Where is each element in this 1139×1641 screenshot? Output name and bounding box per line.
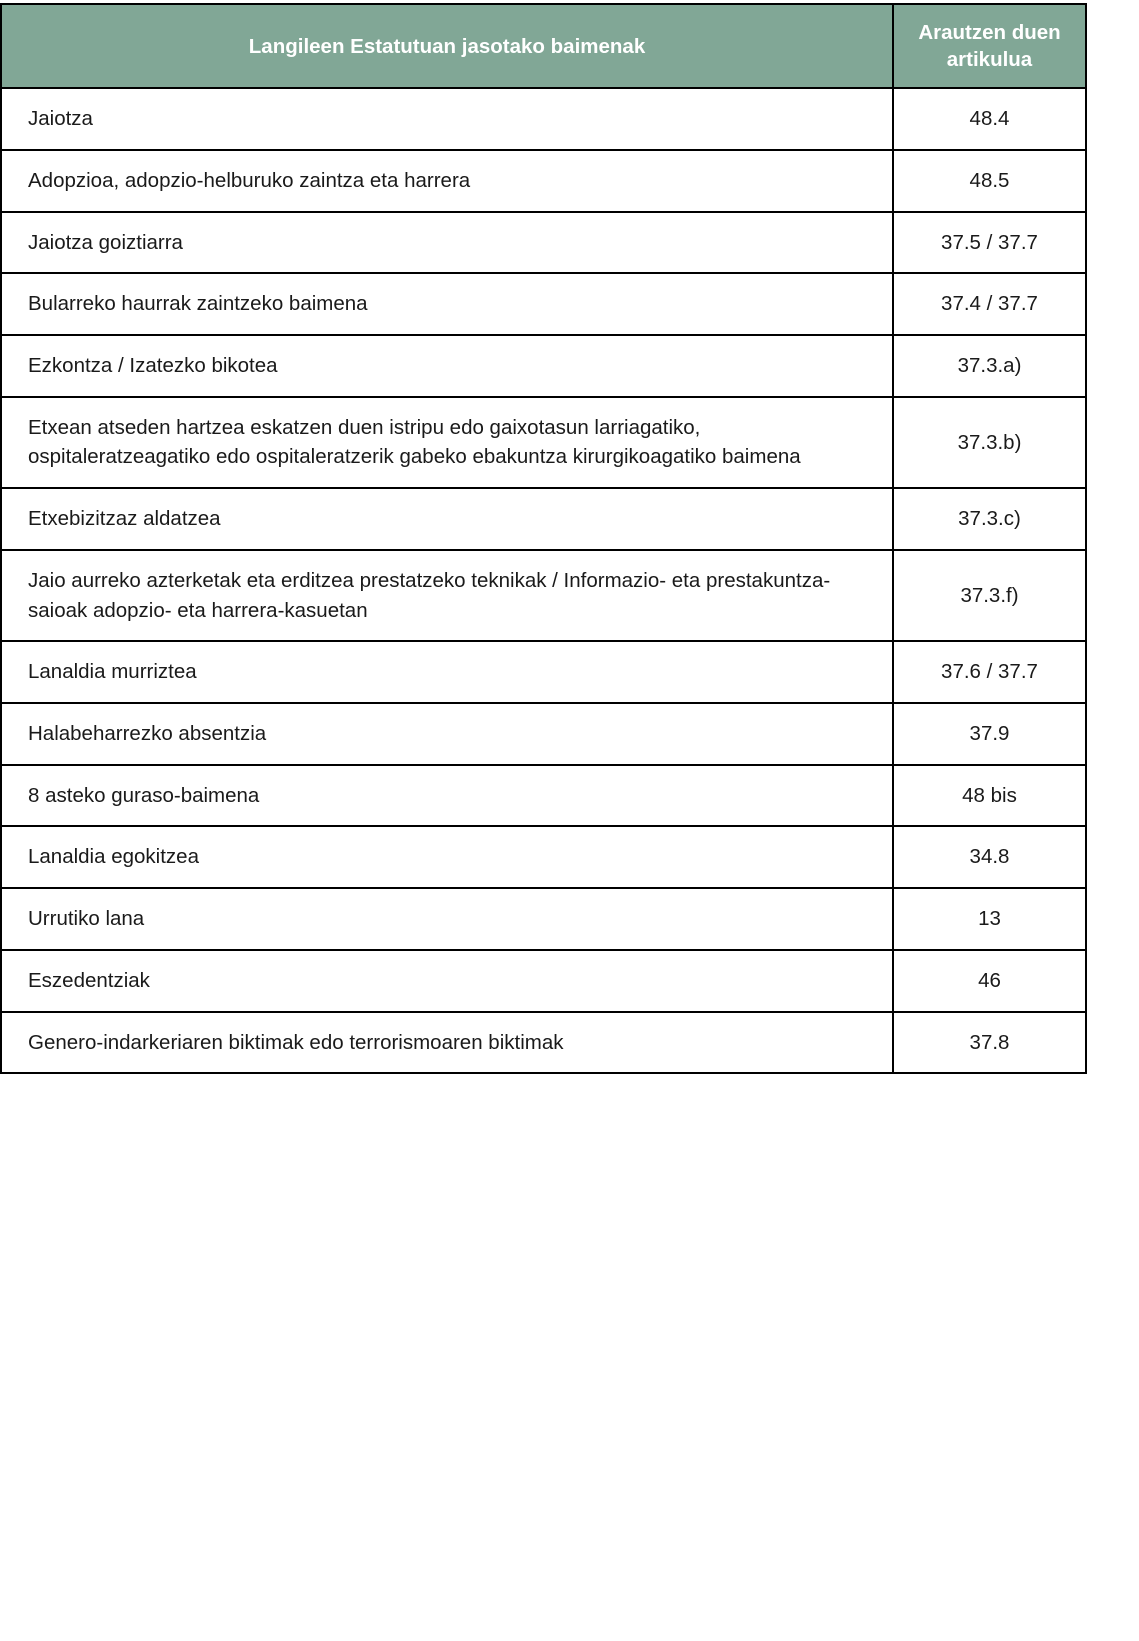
cell-description: Genero-indarkeriaren biktimak edo terrorismoaren biktimak [1, 1012, 893, 1074]
table-header-row [1, 4, 1086, 88]
cell-article: 37.6 / 37.7 [893, 641, 1086, 703]
cell-article: 37.3.f) [893, 550, 1086, 641]
cell-description: Bularreko haurrak zaintzeko baimena [1, 273, 893, 335]
column-header-description: Langileen Estatutuan jasotako baimenak [1, 4, 893, 88]
table-row [1, 88, 1086, 150]
permits-table [0, 3, 1087, 1074]
cell-description: Urrutiko lana [1, 888, 893, 950]
cell-article: 37.8 [893, 1012, 1086, 1074]
cell-article: 37.5 / 37.7 [893, 212, 1086, 274]
cell-article: 46 [893, 950, 1086, 1012]
table-row [1, 273, 1086, 335]
cell-article: 37.4 / 37.7 [893, 273, 1086, 335]
table-row [1, 488, 1086, 550]
cell-article: 13 [893, 888, 1086, 950]
table-row [1, 888, 1086, 950]
cell-description: Halabeharrezko absentzia [1, 703, 893, 765]
cell-description: Etxean atseden hartzea eskatzen duen istripu edo gaixotasun larriagatiko, ospitaleratzeagatiko edo ospitaleratzerik gabeko ebakuntza kirurgikoagatiko baimena [1, 397, 893, 488]
table-row [1, 703, 1086, 765]
table-header [1, 4, 1086, 88]
table-row [1, 212, 1086, 274]
table-row [1, 1012, 1086, 1074]
table-row [1, 826, 1086, 888]
cell-description: 8 asteko guraso-baimena [1, 765, 893, 827]
cell-article: 48.4 [893, 88, 1086, 150]
cell-article: 37.9 [893, 703, 1086, 765]
cell-article: 37.3.a) [893, 335, 1086, 397]
table-row [1, 950, 1086, 1012]
table-row [1, 641, 1086, 703]
cell-description: Jaiotza goiztiarra [1, 212, 893, 274]
cell-article: 37.3.b) [893, 397, 1086, 488]
cell-description: Lanaldia egokitzea [1, 826, 893, 888]
cell-article: 34.8 [893, 826, 1086, 888]
cell-description: Jaiotza [1, 88, 893, 150]
cell-description: Jaio aurreko azterketak eta erditzea prestatzeko teknikak / Informazio- eta prestakuntza-saioak adopzio- eta harrera-kasuetan [1, 550, 893, 641]
cell-description: Adopzioa, adopzio-helburuko zaintza eta harrera [1, 150, 893, 212]
table-row [1, 550, 1086, 641]
table-row [1, 335, 1086, 397]
table-row [1, 397, 1086, 488]
cell-description: Ezkontza / Izatezko bikotea [1, 335, 893, 397]
table-row [1, 765, 1086, 827]
cell-description: Etxebizitzaz aldatzea [1, 488, 893, 550]
cell-description: Eszedentziak [1, 950, 893, 1012]
cell-description: Lanaldia murriztea [1, 641, 893, 703]
cell-article: 48.5 [893, 150, 1086, 212]
cell-article: 37.3.c) [893, 488, 1086, 550]
column-header-article: Arautzen duen artikulua [893, 4, 1086, 88]
cell-article: 48 bis [893, 765, 1086, 827]
table-body [1, 88, 1086, 1073]
table-row [1, 150, 1086, 212]
